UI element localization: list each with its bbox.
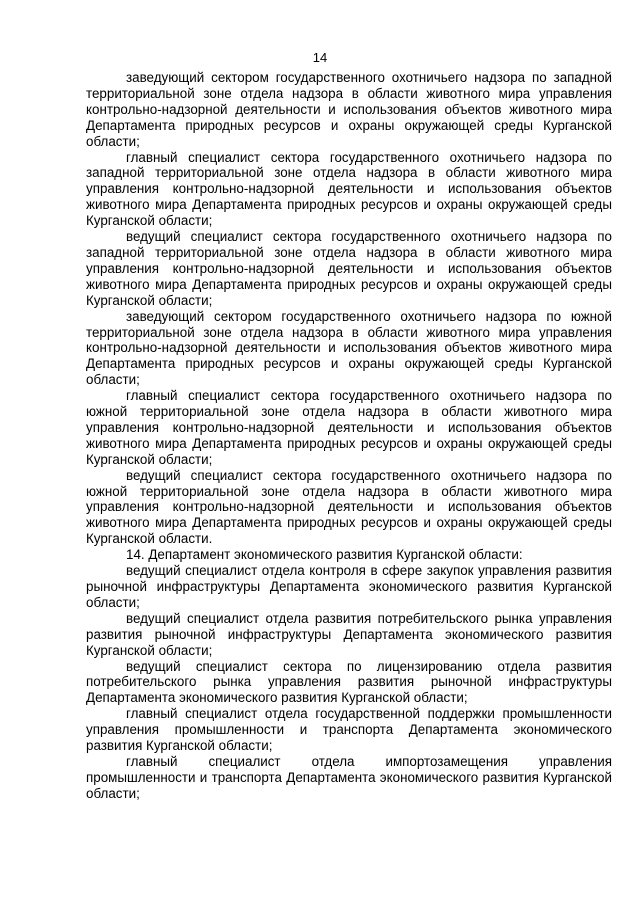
paragraph: ведущий специалист отдела развития потребительского рынка управления развития рыночной инфраструктуры Департамента экономического развития Курганской области;: [86, 610, 612, 658]
paragraph: ведущий специалист сектора по лицензированию отдела развития потребительского рынка управления развития рыночной инфраструктуры Департамента экономического развития Курганской области;: [86, 658, 612, 706]
document-body: [86, 70, 612, 802]
paragraph: ведущий специалист отдела контроля в сфере закупок управления развития рыночной инфраструктуры Департамента экономического развития Курганской области;: [86, 563, 612, 610]
paragraph: главный специалист сектора государственного охотничьего надзора по южной территориальной зоне отдела надзора в области животного мира управления контрольно-надзорной деятельности и использования объектов животного мира Департамента природных ресурсов и охраны окружающей среды Курганской области;: [86, 388, 612, 467]
section-heading: 14. Департамент экономического развития Курганской области:: [126, 547, 523, 563]
paragraph: главный специалист сектора государственного охотничьего надзора по западной территориальной зоне отдела надзора в области животного мира управления контрольно-надзорной деятельности и использования объектов животного мира Департамента природных ресурсов и охраны окружающей среды Курганской области;: [86, 149, 612, 229]
paragraph: заведующий сектором государственного охотничьего надзора по южной территориальной зоне отдела надзора в области животного мира управления контрольно-надзорной деятельности и использования объектов животного мира Департамента природных ресурсов и охраны окружающей среды Курганской области;: [86, 308, 612, 388]
page-number: 14: [312, 50, 328, 65]
paragraph: главный специалист отдела импортозамещения управления промышленности и транспорта Департамента экономического развития Курганской области;: [86, 753, 612, 801]
paragraph: ведущий специалист сектора государственного охотничьего надзора по западной территориальной зоне отдела надзора в области животного мира управления контрольно-надзорной деятельности и использования объектов животного мира Департамента природных ресурсов и охраны окружающей среды Курганской области;: [86, 229, 612, 308]
paragraph: главный специалист отдела государственной поддержки промышленности управления промышленности и транспорта Департамента экономического развития Курганской области;: [86, 706, 612, 754]
paragraph: заведующий сектором государственного охотничьего надзора по западной территориальной зоне отдела надзора в области животного мира управления контрольно-надзорной деятельности и использования объектов животного мира Департамента природных ресурсов и охраны окружающей среды Курганской области;: [86, 70, 612, 149]
paragraph: ведущий специалист сектора государственного охотничьего надзора по южной территориальной зоне отдела надзора в области животного мира управления контрольно-надзорной деятельности и использования объектов животного мира Департамента природных ресурсов и охраны окружающей среды Курганской области.: [86, 467, 612, 547]
